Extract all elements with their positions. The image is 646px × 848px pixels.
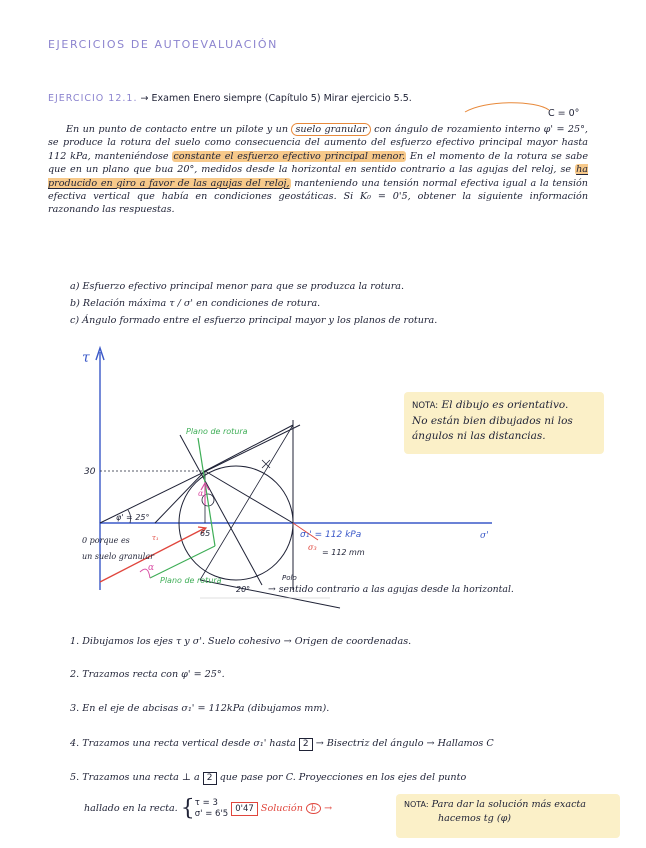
- x65-label: 65: [200, 529, 211, 538]
- note1-line2: No están bien dibujados ni los: [412, 415, 573, 427]
- highlight-giro: ha producido en giro a favor de las agujas del reloj,: [48, 164, 588, 189]
- pink-label: α: [198, 489, 204, 498]
- step-4-text: 4. Trazamos una recta vertical desde σ₁' hasta: [70, 738, 296, 749]
- angle20-label: 20°: [236, 585, 251, 594]
- eq-label: = 112 mm: [322, 548, 365, 557]
- step-5-line2-text: hallado en la recta.: [84, 803, 178, 814]
- solucion-label: Solución: [260, 803, 303, 814]
- exercise-statement: [48, 123, 588, 217]
- sentido-label: → sentido contrario a las agujas desde la horizontal.: [268, 584, 514, 595]
- sigma3-label: σ₃: [308, 543, 317, 552]
- step-5-tail: que pase por C. Proyecciones en los ejes del punto: [219, 772, 467, 783]
- page-title: EJERCICIOS DE AUTOEVALUACIÓN: [48, 38, 278, 51]
- o-porque: 0 porque es: [82, 536, 130, 545]
- mohr-diagram: [0, 340, 646, 610]
- step-5-box: 2: [203, 772, 217, 785]
- note1-key: NOTA:: [412, 401, 439, 411]
- c-note-arrow: [445, 98, 555, 118]
- alpha-label: α: [148, 563, 155, 573]
- brace-sigma: σ' = 6'5: [194, 808, 229, 819]
- solucion-circle: b: [306, 803, 321, 814]
- failure-envelope: [100, 425, 300, 523]
- highlight-suelo-granular: suelo granular: [291, 123, 370, 136]
- step-5: [70, 772, 466, 785]
- statement-part-1: En un punto de contacto entre un pilote y un: [66, 124, 289, 135]
- note2-key: NOTA:: [404, 800, 429, 809]
- suelo-granular-label: un suelo granular: [82, 552, 154, 561]
- exercise-reference: → Examen Enero siempre (Capítulo 5) Mirar ejercicio 5.5.: [140, 93, 412, 104]
- step-4-box: 2: [299, 738, 313, 751]
- plano-rotura-bottom: Plano de rotura: [160, 576, 222, 585]
- exercise-label: EJERCICIO 12.1.: [48, 93, 138, 104]
- statement-part-3: En el momento de la rotura se sabe que en un plano que bua 20°, medidos desde la horizontal en sentido contrario a las agujas del reloj, se: [48, 150, 588, 176]
- sigma-axis-label: σ': [480, 531, 489, 541]
- sigma1-label: σ₁' = 112 kPa: [300, 530, 362, 540]
- y30-label: 30: [84, 467, 96, 477]
- tau-label: τ: [82, 350, 90, 366]
- statement-part-2: con ángulo de rozamiento interno φ' = 25°, se produce la rotura del suelo como consecuencia del aumento del esfuerzo efectivo principal mayor hasta 112 kPa, manteniéndose: [48, 124, 588, 162]
- note1-line1: El dibujo es orientativo.: [441, 399, 569, 411]
- step-5-text: 5. Trazamos una recta ⊥ a: [70, 772, 200, 783]
- step-5-brace: [195, 798, 228, 820]
- question-a: a) Esfuerzo efectivo principal menor para que se produzca la rotura.: [70, 281, 405, 292]
- plane-line-1: [180, 435, 262, 585]
- red-label-1: τ₁: [152, 534, 159, 542]
- c-note: C = 0°: [548, 108, 580, 119]
- note1-line3: ángulos ni las distancias.: [412, 430, 546, 442]
- step-3: 3. En el eje de abcisas σ₁' = 112kPa (dibujamos mm).: [70, 703, 330, 714]
- highlight-constante: constante el esfuerzo efectivo principal menor.: [173, 150, 406, 162]
- questions-list: [70, 278, 437, 329]
- question-c: c) Ángulo formado entre el esfuerzo principal mayor y los planos de rotura.: [70, 315, 438, 326]
- phi-label: φ' = 25°: [116, 513, 150, 522]
- question-b: b) Relación máxima τ / σ' en condiciones de rotura.: [70, 298, 321, 309]
- step-1: 1. Dibujamos los ejes τ y σ'. Suelo cohesivo → Origen de coordenadas.: [70, 636, 412, 647]
- step-2: 2. Trazamos recta con φ' = 25°.: [70, 669, 225, 680]
- step-4: [70, 738, 494, 751]
- note-exacta: [396, 794, 620, 838]
- polo-label: Polo: [282, 574, 297, 582]
- step-4-tail: → Bisectriz del ángulo → Hallamos C: [315, 738, 494, 749]
- step-5-line2: hallado en la recta. {τ = 3 σ' = 6'5 0'47 Solución b →: [70, 796, 332, 821]
- note2-line2: hacemos tg (φ): [438, 813, 512, 824]
- note-orientativo: [404, 392, 604, 454]
- statement-part-4: manteniendo una tensión normal efectiva igual a la tensión efectiva vertical que había en condiciones geostáticas. Si K₀ = 0'5, obtener la siguiente información razonando las respuestas.: [48, 177, 588, 216]
- brace-tau: τ = 3: [194, 797, 218, 808]
- note2-line1: Para dar la solución más exacta: [431, 799, 587, 810]
- exercise-header: [48, 93, 412, 104]
- plano-rotura-top: Plano de rotura: [186, 427, 248, 436]
- plane-line-3: [205, 471, 293, 523]
- result-box: 0'47: [231, 802, 258, 816]
